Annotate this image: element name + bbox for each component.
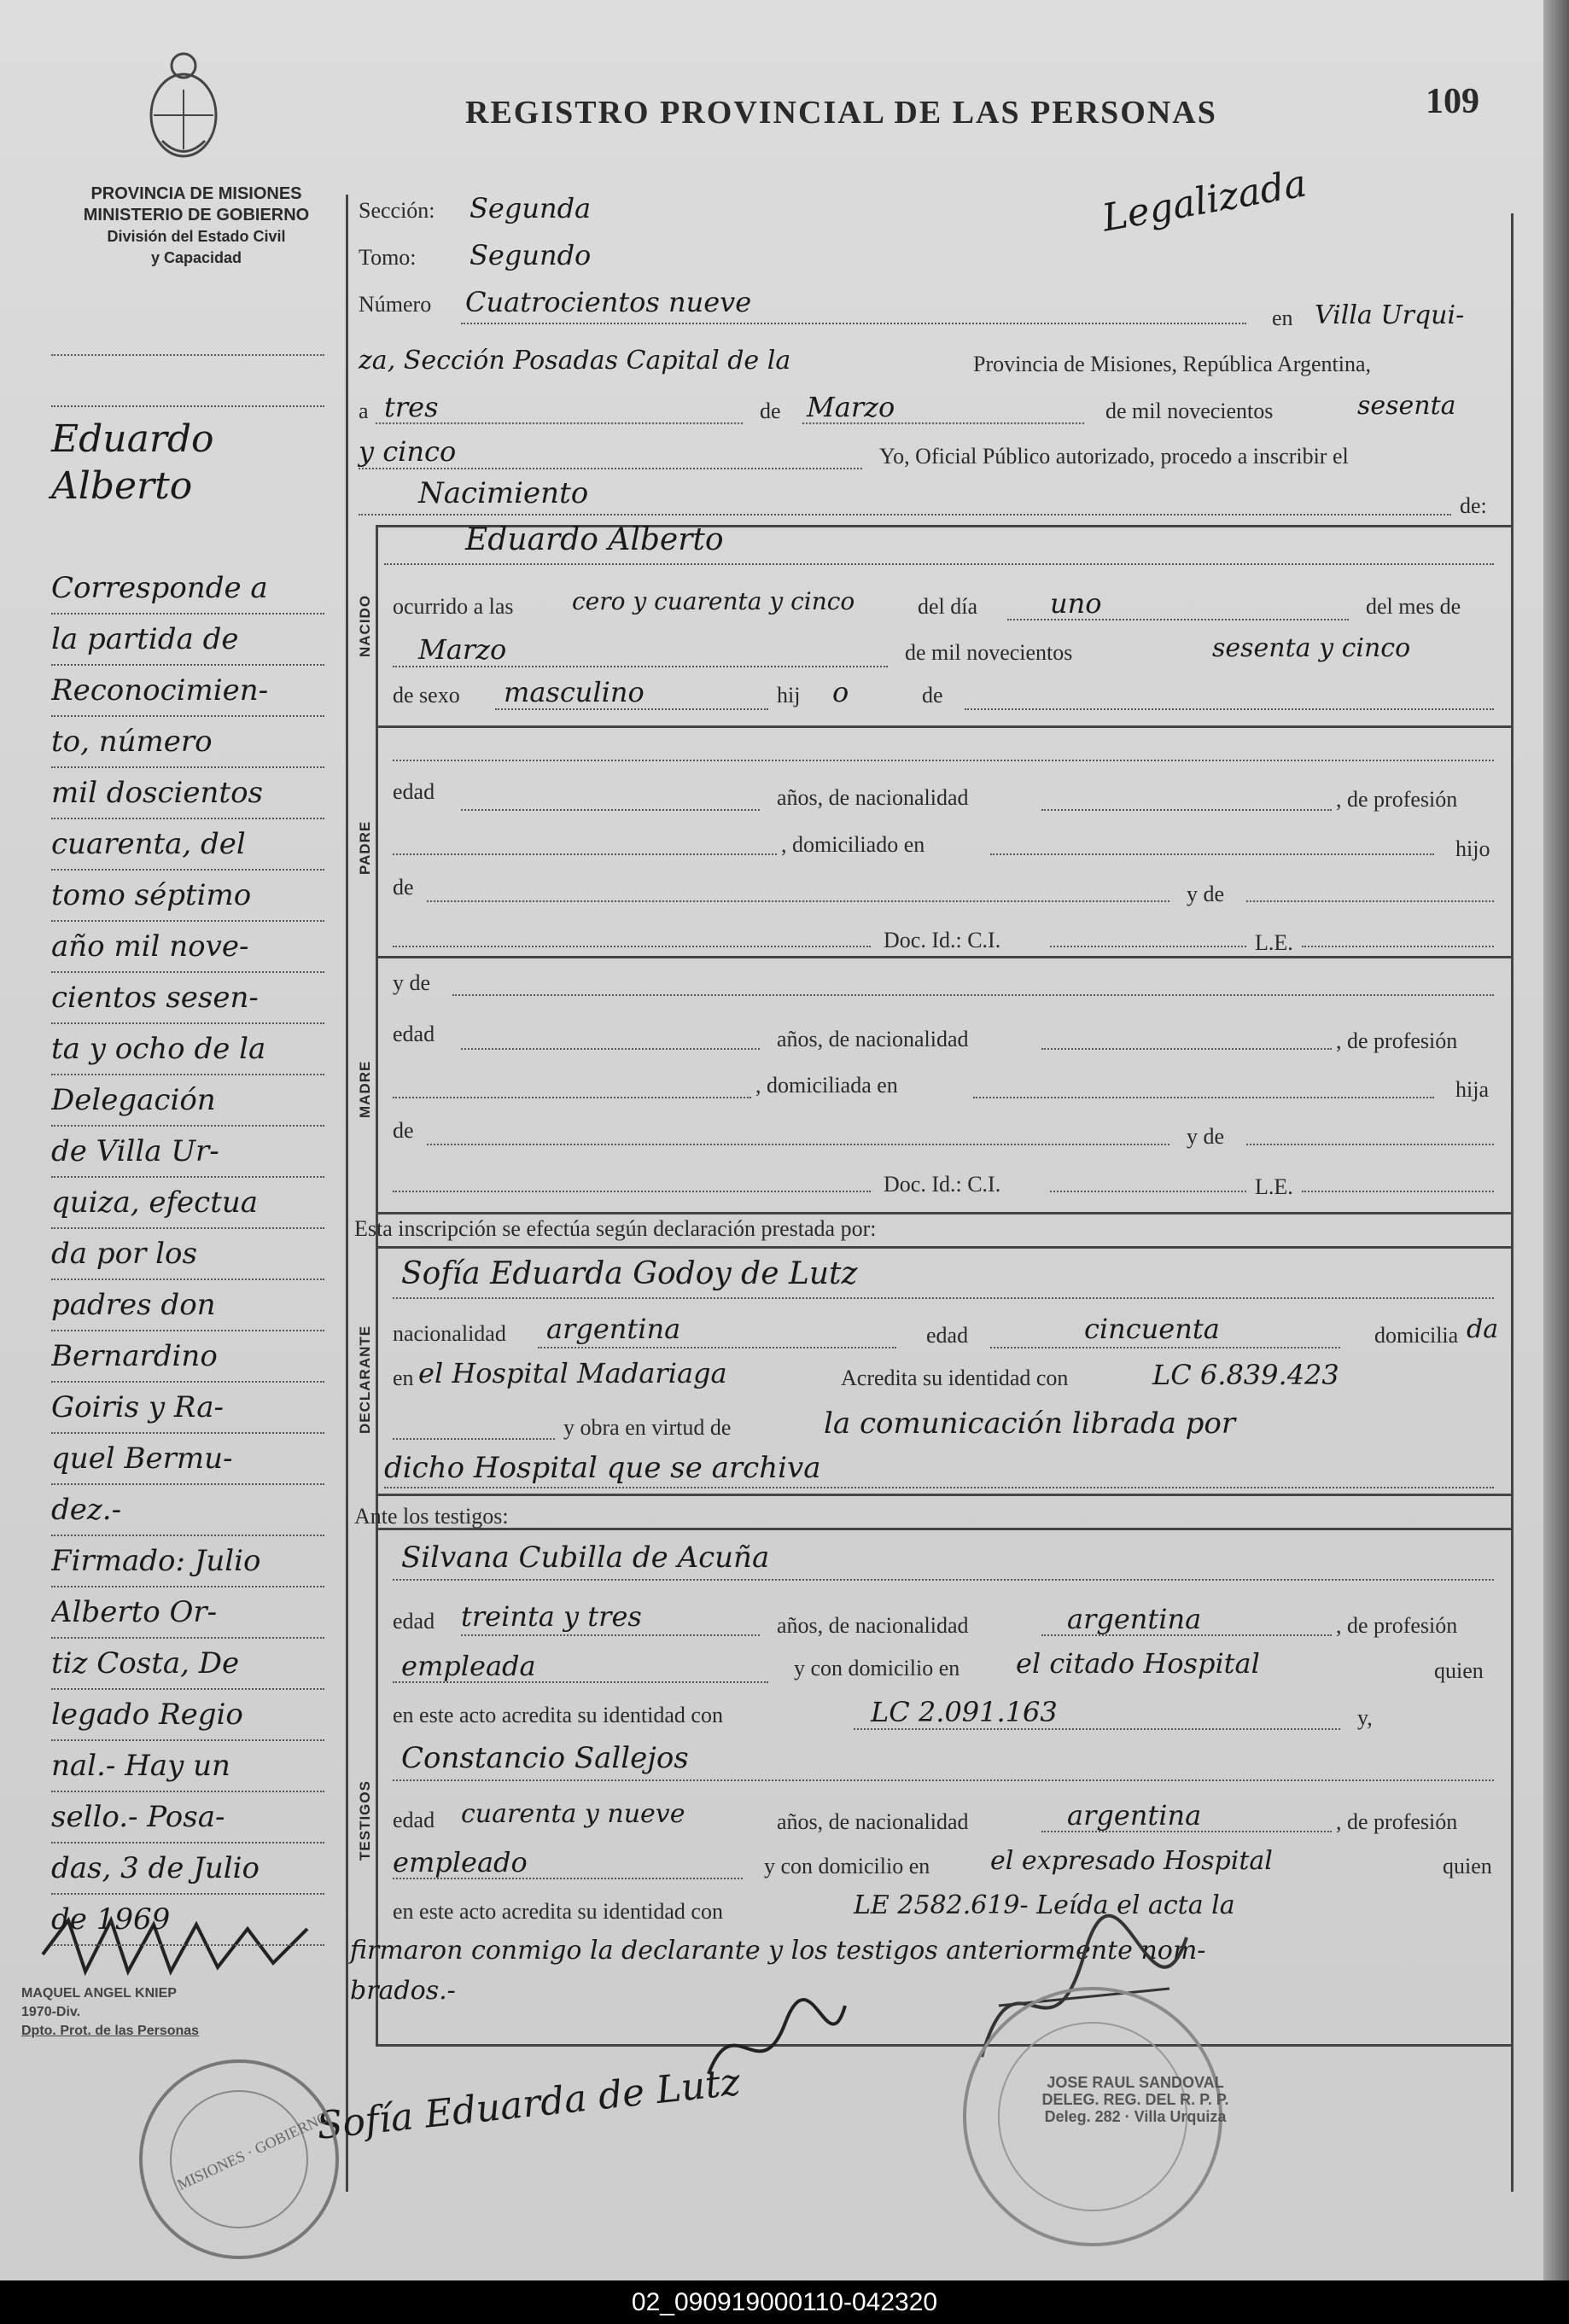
page-edge-shadow <box>1543 0 1569 2280</box>
label-decl-domicilia: domicilia <box>1374 1323 1459 1348</box>
t2-label-nacionalidad: años, de nacionalidad <box>777 1809 969 1834</box>
madre-label-nacionalidad: años, de nacionalidad <box>777 1027 969 1051</box>
image-footer-id: 02_090919000110-042320 <box>0 2280 1569 2324</box>
t2-label-edad: edad <box>393 1808 435 1832</box>
rule-declarante-bottom <box>376 1494 1511 1496</box>
t1-label-edad: edad <box>393 1609 435 1634</box>
label-decl-obra: y obra en virtud de <box>563 1415 732 1440</box>
margin-note-line: Delegación <box>51 1075 324 1127</box>
madre-label-docid: Doc. Id.: C.I. <box>884 1172 1001 1197</box>
stamp-year: 1970-Div. <box>21 2005 81 2019</box>
t2-label-quien: quien <box>1443 1854 1492 1878</box>
value-t2-nombre: Constancio Sallejos <box>401 1741 689 1775</box>
margin-note-line: legado Regio <box>51 1690 324 1741</box>
label-en: en <box>1272 306 1293 330</box>
value-decl-domicilia-suffix: da <box>1467 1314 1499 1344</box>
label-de-mil: de mil novecientos <box>1105 399 1274 423</box>
margin-note-line: ta y ocho de la <box>51 1024 324 1075</box>
label-de-sexo: de sexo <box>393 683 460 708</box>
rule-padre-top <box>376 725 1511 728</box>
margin-name-2: Alberto <box>51 464 193 508</box>
value-t2-edad: cuarenta y nueve <box>461 1799 685 1829</box>
value-t1-profesion: empleada <box>401 1650 536 1682</box>
margin-note <box>51 563 324 1946</box>
madre-label-le: L.E. <box>1255 1174 1293 1199</box>
seal-name: JOSE RAUL SANDOVAL <box>1047 2074 1224 2091</box>
value-sexo: masculino <box>504 676 645 708</box>
page-title: REGISTRO PROVINCIAL DE LAS PERSONAS <box>465 95 1217 131</box>
padre-label-docid: Doc. Id.: C.I. <box>884 928 1001 952</box>
madre-label-profesion: , de profesión <box>1336 1028 1458 1053</box>
madre-label-edad: edad <box>393 1022 435 1046</box>
margin-note-line: Alberto Or- <box>51 1587 324 1639</box>
margin-note-line: tiz Costa, De <box>51 1639 324 1690</box>
left-seal-text: MISIONES · GOBIERNO <box>174 2108 331 2193</box>
padre-label-de: de <box>393 875 414 900</box>
label-de-mil-2: de mil novecientos <box>905 640 1073 665</box>
margin-note-line: mil doscientos <box>51 768 324 819</box>
label-hij: hij <box>777 683 801 708</box>
value-declarante: Sofía Eduarda Godoy de Lutz <box>401 1256 858 1291</box>
t2-label-profesion: , de profesión <box>1336 1809 1458 1834</box>
value-acto-tipo: Nacimiento <box>418 476 589 510</box>
seal-office: Deleg. 282 · Villa Urquiza <box>1044 2108 1227 2125</box>
margin-note-line: Firmado: Julio <box>51 1536 324 1587</box>
margin-note-line: de 1969 <box>51 1895 324 1946</box>
margin-note-line: la partida de <box>51 614 324 666</box>
label-a: a <box>359 399 369 423</box>
ministry-name: MINISTERIO DE GOBIERNO <box>83 206 310 224</box>
margin-note-line: de Villa Ur- <box>51 1127 324 1178</box>
side-label-testigos: TESTIGOS <box>357 1780 373 1861</box>
margin-note-line: da por los <box>51 1229 324 1280</box>
stamp-dept: Dpto. Prot. de las Personas <box>21 2024 200 2038</box>
side-label-madre: MADRE <box>357 1060 373 1118</box>
t2-label-domicilio: y con domicilio en <box>764 1854 930 1878</box>
value-mes: Marzo <box>807 391 895 423</box>
label-decl-nacionalidad: nacionalidad <box>393 1321 506 1346</box>
value-mes-nac: Marzo <box>418 633 507 666</box>
label-decl-en: en <box>393 1366 414 1390</box>
margin-note-line: tomo séptimo <box>51 871 324 922</box>
padre-label-edad: edad <box>393 779 435 804</box>
margin-note-line: sello.- Posa- <box>51 1792 324 1843</box>
margin-note-line: año mil nove- <box>51 922 324 973</box>
value-decl-edad: cincuenta <box>1084 1313 1220 1345</box>
t1-label-profesion: , de profesión <box>1336 1613 1458 1638</box>
value-t2-doc: LE 2582.619- Leída el acta la <box>854 1890 1235 1920</box>
label-de-padres: de <box>922 683 943 708</box>
value-decl-obra-1: la comunicación librada por <box>824 1407 1236 1441</box>
label-inscripcion: Esta inscripción se efectúa según declaración prestada por: <box>354 1216 877 1241</box>
value-tomo: Segundo <box>470 239 592 271</box>
rule-madre-top <box>376 956 1511 958</box>
section-side-line <box>376 525 378 2044</box>
t1-label-acto: en este acto acredita su identidad con <box>393 1703 723 1727</box>
rule-testigos-top <box>376 1528 1511 1530</box>
value-t2-nacionalidad: argentina <box>1067 1799 1202 1832</box>
rule-madre-bottom <box>376 1212 1511 1214</box>
label-decl-acredita: Acredita su identidad con <box>841 1366 1069 1390</box>
padre-label-le: L.E. <box>1255 930 1293 955</box>
stamp-name: MAQUEL ANGEL KNIEP <box>21 1986 177 2001</box>
value-anio-1: sesenta <box>1357 391 1456 421</box>
margin-note-line: dez.- <box>51 1485 324 1536</box>
t2-label-acto: en este acto acredita su identidad con <box>393 1899 723 1924</box>
value-hora: cero y cuarenta y cinco <box>572 587 855 615</box>
side-label-declarante: DECLARANTE <box>357 1325 373 1434</box>
padre-label-domiciliado: , domiciliado en <box>781 832 925 857</box>
value-t1-domicilio: el citado Hospital <box>1016 1647 1260 1680</box>
legalizada-annotation: Legalizada <box>1099 161 1310 241</box>
value-dia-nac: uno <box>1050 587 1102 620</box>
value-en-lugar: Villa Urqui- <box>1315 300 1465 330</box>
margin-note-line: Bernardino <box>51 1331 324 1383</box>
padre-label-nacionalidad: años, de nacionalidad <box>777 785 969 810</box>
value-hij-suffix: o <box>832 676 849 708</box>
label-del-dia: del día <box>918 594 978 619</box>
margin-note-line: nal.- Hay un <box>51 1741 324 1792</box>
value-t1-edad: treinta y tres <box>461 1600 642 1633</box>
madre-label-y-de-2: y de <box>1187 1124 1225 1149</box>
margin-note-line: cientos sesen- <box>51 973 324 1024</box>
margin-note-line: cuarenta, del <box>51 819 324 871</box>
value-decl-obra-2: dicho Hospital que se archiva <box>384 1451 821 1485</box>
value-numero: Cuatrocientos nueve <box>465 286 752 318</box>
label-yo: Yo, Oficial Público autorizado, procedo a inscribir el <box>879 444 1349 469</box>
value-t1-nombre: Silvana Cubilla de Acuña <box>401 1541 770 1575</box>
folio-number: 109 <box>1426 82 1479 121</box>
label-tomo: Tomo: <box>359 245 417 270</box>
margin-note-line: padres don <box>51 1280 324 1331</box>
left-official-seal-icon <box>128 2057 384 2270</box>
padre-label-y-de: y de <box>1187 882 1225 906</box>
madre-label-domiciliada: , domiciliada en <box>755 1073 898 1098</box>
coat-of-arms-icon <box>137 47 230 166</box>
value-t2-profesion: empleado <box>393 1846 528 1878</box>
margin-note-line: das, 3 de Julio <box>51 1843 324 1895</box>
side-label-padre: PADRE <box>357 820 373 875</box>
margin-note-line: quel Bermu- <box>51 1434 324 1485</box>
label-de-colon: de: <box>1460 493 1487 518</box>
padre-label-profesion: , de profesión <box>1336 787 1458 812</box>
label-ocurrido: ocurrido a las <box>393 594 514 619</box>
seal-role: DELEG. REG. DEL R. P. P. <box>1041 2091 1229 2108</box>
label-provincia: Provincia de Misiones, República Argentina, <box>973 352 1371 376</box>
value-t1-nacionalidad: argentina <box>1067 1603 1202 1635</box>
witness-signature-icon <box>700 1989 854 2100</box>
value-t2-domicilio: el expresado Hospital <box>990 1846 1273 1876</box>
signature-declarante: Sofía Eduarda de Lutz <box>314 2060 743 2148</box>
padre-label-hijo: hijo <box>1455 836 1490 861</box>
margin-note-line: to, número <box>51 717 324 768</box>
margin-note-line: quiza, efectua <box>51 1178 324 1229</box>
value-t1-doc: LC 2.091.163 <box>871 1696 1058 1728</box>
division-name: División del Estado Civil <box>107 228 286 245</box>
madre-label-y-de: y de <box>393 970 431 995</box>
madre-label-de: de <box>393 1118 414 1143</box>
margin-name-1: Eduardo <box>51 417 214 461</box>
t1-label-domicilio: y con domicilio en <box>794 1656 960 1680</box>
frame-left-line <box>346 195 348 2192</box>
province-name: PROVINCIA DE MISIONES <box>90 184 302 203</box>
value-decl-domicilio: el Hospital Madariaga <box>418 1357 727 1389</box>
value-anio-2: y cinco <box>359 435 457 468</box>
label-del-mes: del mes de <box>1366 594 1461 619</box>
label-ante: Ante los testigos: <box>354 1504 509 1529</box>
value-nombre: Eduardo Alberto <box>465 522 724 557</box>
frame-right-line <box>1511 213 1514 2192</box>
value-lugar-2: za, Sección Posadas Capital de la <box>359 346 791 376</box>
madre-label-hija: hija <box>1455 1077 1489 1102</box>
division-name-2: y Capacidad <box>150 249 242 266</box>
margin-note-line: Reconocimien- <box>51 666 324 717</box>
rule-declarante-top <box>376 1246 1511 1249</box>
label-de: de <box>760 399 781 423</box>
value-decl-doc: LC 6.839.423 <box>1152 1359 1339 1391</box>
value-cierre-2: brados.- <box>350 1976 456 2006</box>
t1-label-nacionalidad: años, de nacionalidad <box>777 1613 969 1638</box>
value-seccion: Segunda <box>470 192 592 224</box>
t1-label-y: y, <box>1357 1705 1373 1730</box>
label-numero: Número <box>359 292 432 317</box>
value-cierre-1: firmaron conmigo la declarante y los testigos anteriormente nom- <box>350 1936 1206 1966</box>
value-dia: tres <box>384 391 439 423</box>
value-decl-nacionalidad: argentina <box>546 1313 681 1345</box>
margin-note-line: Corresponde a <box>51 563 324 614</box>
label-decl-edad: edad <box>926 1323 969 1348</box>
margin-note-line: Goiris y Ra- <box>51 1383 324 1434</box>
side-label-nacido: NACIDO <box>357 594 373 657</box>
t1-label-quien: quien <box>1434 1658 1484 1683</box>
label-seccion: Sección: <box>359 198 435 223</box>
value-anio-nac: sesenta y cinco <box>1212 633 1411 663</box>
